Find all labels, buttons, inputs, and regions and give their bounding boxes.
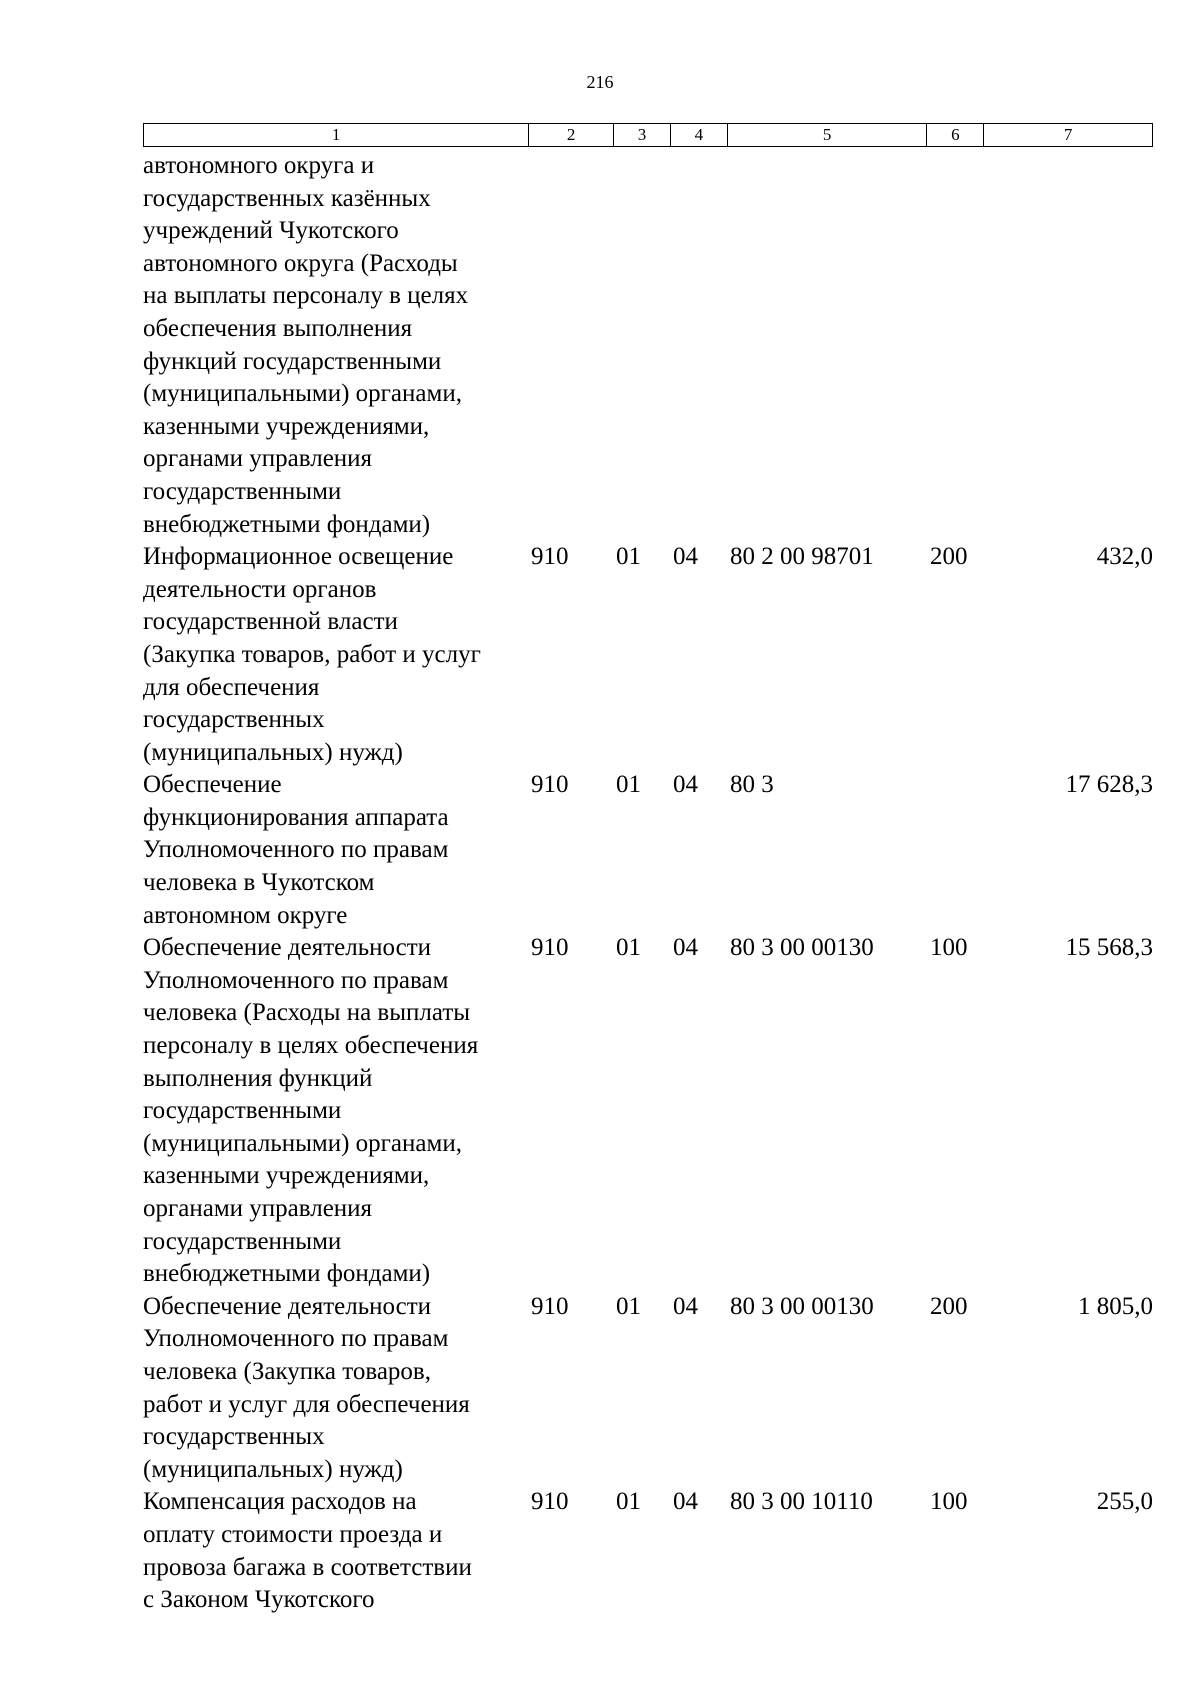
expense-name: Информационное освещение деятельности органов государственной власти (Закупка товаров, работ и услуг для обеспечения государственных (муниципальных) нужд) — [143, 543, 481, 766]
section-code: 01 — [616, 1488, 641, 1516]
expense-type-code — [928, 150, 985, 541]
expense-type-code: 100 — [930, 1488, 968, 1516]
target-article-code: 80 3 00 00130 — [730, 934, 874, 962]
grbs-code: 910 — [531, 1488, 569, 1516]
target-article-code — [728, 150, 928, 541]
amount: 17 628,3 — [1065, 771, 1153, 799]
column-header-3: 3 — [614, 124, 671, 146]
table-header — [143, 123, 1153, 147]
target-article-code: 80 3 00 00130 — [730, 1292, 874, 1320]
subsection-code: 04 — [673, 771, 698, 799]
subsection-code — [671, 150, 728, 541]
page-number: 216 — [586, 72, 614, 92]
expense-name: автономного округа и государственных казённых учреждений Чукотского автономного округа (Расходы на выплаты персоналу в целях обеспечения выполнения функций государственными (муниципальными) органами, казенными учреждениями, органами управления государственными внебюджетными фондами) — [143, 152, 469, 538]
expense-name: Обеспечение деятельности Уполномоченного по правам человека (Расходы на выплаты персоналу в целях обеспечения выполнения функций государственными (муниципальными) органами, казенными учреждениями, органами управления государственными внебюджетными фондами) — [143, 934, 479, 1288]
table-row — [143, 150, 1153, 541]
column-header-2: 2 — [529, 124, 614, 146]
amount: 1 805,0 — [1078, 1292, 1153, 1320]
column-header-1: 1 — [144, 124, 529, 146]
amount: 432,0 — [1096, 543, 1153, 571]
expense-name: Обеспечение деятельности Уполномоченного по правам человека (Закупка товаров, работ и услуг для обеспечения государственных (муниципальных) нужд) — [143, 1292, 470, 1483]
expense-type-code: 200 — [930, 1292, 968, 1320]
section-code: 01 — [616, 1292, 641, 1320]
target-article-code: 80 3 00 10110 — [730, 1488, 873, 1516]
subsection-code: 04 — [673, 1488, 698, 1516]
table-row — [143, 1291, 1153, 1487]
table-row — [143, 932, 1153, 1291]
column-header-4: 4 — [671, 124, 728, 146]
target-article-code: 80 3 — [730, 771, 774, 799]
table-row — [143, 1486, 1153, 1616]
grbs-code: 910 — [531, 771, 569, 799]
subsection-code: 04 — [673, 1292, 698, 1320]
section-code: 01 — [616, 543, 641, 571]
column-header-7: 7 — [1063, 125, 1073, 144]
section-code: 01 — [616, 771, 641, 799]
amount: 15 568,3 — [1065, 934, 1153, 962]
subsection-code: 04 — [673, 934, 698, 962]
grbs-code: 910 — [531, 1292, 569, 1320]
expense-name: Обеспечение функционирования аппарата Уполномоченного по правам человека в Чукотском автономном округе — [143, 771, 449, 929]
section-code — [614, 150, 671, 541]
column-header-5: 5 — [728, 124, 928, 146]
target-article-code: 80 2 00 98701 — [730, 543, 874, 571]
subsection-code: 04 — [673, 543, 698, 571]
table-body — [143, 150, 1153, 1617]
expense-type-code: 200 — [930, 543, 968, 571]
section-code: 01 — [616, 934, 641, 962]
grbs-code: 910 — [531, 934, 569, 962]
grbs-code — [529, 150, 614, 541]
table-row — [143, 541, 1153, 769]
table-row — [143, 769, 1153, 932]
expense-name: Компенсация расходов на оплату стоимости проезда и провоза багажа в соответствии с Законом Чукотского — [143, 1488, 472, 1614]
amount — [985, 150, 1153, 541]
expense-type-code: 100 — [930, 934, 968, 962]
expense-type-code — [928, 769, 985, 932]
grbs-code: 910 — [531, 543, 569, 571]
column-header-6: 6 — [927, 124, 984, 146]
amount: 255,0 — [1096, 1488, 1153, 1516]
